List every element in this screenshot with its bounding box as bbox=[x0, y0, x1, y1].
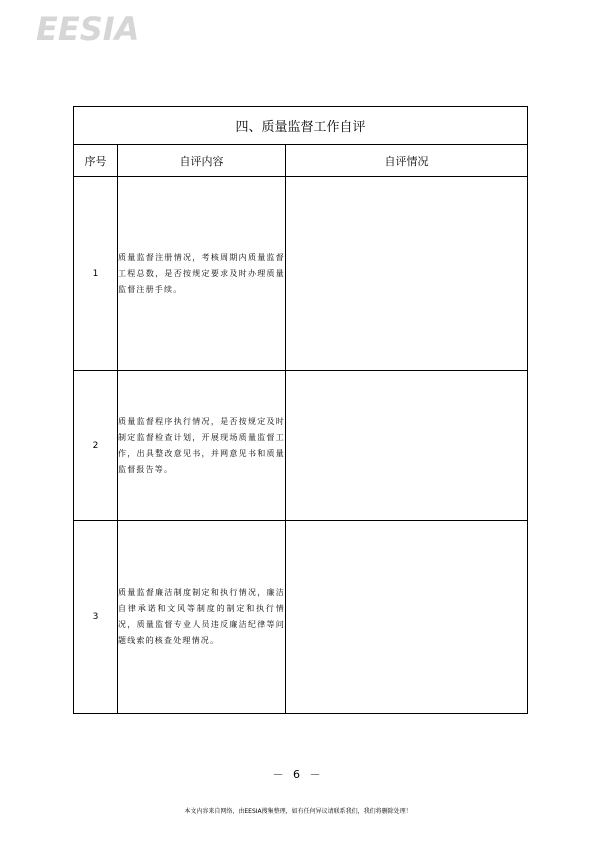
row-content bbox=[118, 371, 286, 521]
row-self-eval-cell[interactable] bbox=[286, 177, 528, 371]
eesia-logo: EESIA bbox=[36, 10, 140, 48]
row-content-text: 质量监督廉洁制度制定和执行情况，廉洁自律承诺和文风等制度的制定和执行情况，质量监督专业人员违反廉洁纪律等问题线索的核查处理情况。 bbox=[118, 588, 285, 645]
table-header-row bbox=[74, 145, 528, 177]
row-content-text: 质量监督注册情况，考核周期内质量监督工程总数，是否按规定要求及时办理质量监督注册手续。 bbox=[118, 252, 285, 294]
header-evaluation-status: 自评情况 bbox=[286, 145, 528, 177]
row-number: 3 bbox=[74, 521, 118, 714]
row-number: 2 bbox=[74, 371, 118, 521]
row-content bbox=[118, 521, 286, 714]
table-row bbox=[74, 521, 528, 714]
page-number: － 6 － bbox=[272, 768, 324, 781]
row-number: 1 bbox=[74, 177, 118, 371]
row-content bbox=[118, 177, 286, 371]
table-row bbox=[74, 371, 528, 521]
section-title: 四、质量监督工作自评 bbox=[74, 107, 528, 145]
header-evaluation-content: 自评内容 bbox=[118, 145, 286, 177]
footer-note: 本文内容来自网络，由EESIA搜集整理，如有任何异议请联系我们，我们将删除处理！ bbox=[184, 808, 412, 815]
self-evaluation-table bbox=[73, 106, 528, 714]
table-row bbox=[74, 177, 528, 371]
row-content-text: 质量监督程序执行情况，是否按规定及时制定监督检查计划，开展现场质量监督工作，出具整改意见书，并网意见书和质量监督报告等。 bbox=[118, 416, 285, 474]
row-self-eval-cell[interactable] bbox=[286, 521, 528, 714]
row-self-eval-cell[interactable] bbox=[286, 371, 528, 521]
header-serial-number: 序号 bbox=[74, 145, 118, 177]
